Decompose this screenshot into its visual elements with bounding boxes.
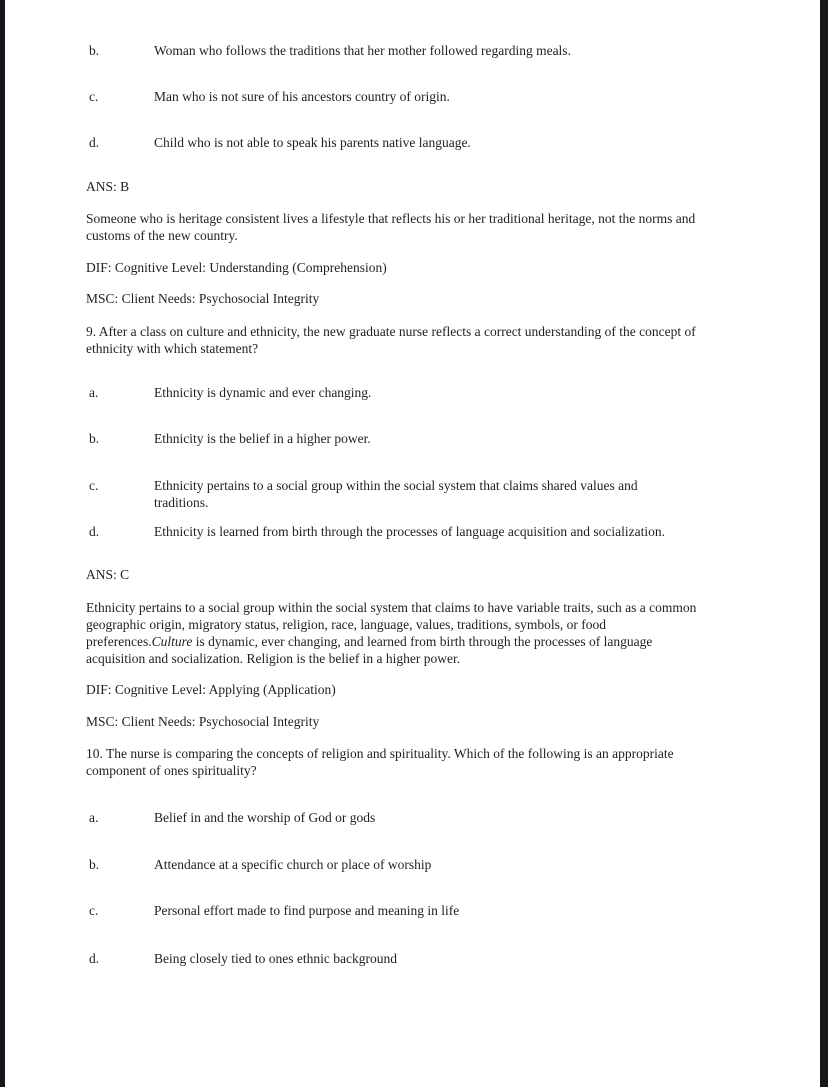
option-label: c. [89, 903, 99, 918]
rationale-line: acquisition and socialization. Religion is the belief in a higher power. [86, 651, 461, 666]
option-label: b. [89, 857, 100, 872]
option-text: Man who is not sure of his ancestors country of origin. [154, 89, 450, 104]
q9-stem [86, 323, 696, 357]
option-text: Belief in and the worship of God or gods [154, 810, 376, 825]
option-text: Woman who follows the traditions that her mother followed regarding meals. [154, 43, 571, 58]
q10-option-b [89, 856, 431, 873]
question-stem-line: 9. After a class on culture and ethnicity, the new graduate nurse reflects a correct understanding of the concept of [86, 324, 696, 339]
rationale-text: preferences. [86, 634, 152, 649]
right-bezel [820, 0, 828, 1087]
q9-option-b [89, 430, 371, 447]
q9-rationale [86, 599, 696, 667]
rationale-line: geographic origin, migratory status, religion, race, language, values, traditions, symbols, or food [86, 617, 607, 632]
document-page [5, 0, 820, 1087]
option-text: Ethnicity is dynamic and ever changing. [154, 385, 372, 400]
option-label: d. [89, 524, 100, 539]
q8-rationale [86, 210, 695, 244]
option-text [154, 477, 638, 511]
rationale-line: customs of the new country. [86, 228, 238, 243]
rationale-text: is dynamic, ever changing, and learned from birth through the processes of language [192, 634, 653, 649]
question-stem-line: component of ones spirituality? [86, 763, 257, 778]
rationale-line [86, 633, 696, 650]
q9-dif: DIF: Cognitive Level: Applying (Application) [86, 682, 336, 697]
option-label: a. [89, 810, 99, 825]
option-text: Ethnicity is learned from birth through the processes of language acquisition and socialization. [154, 524, 665, 539]
q9-msc: MSC: Client Needs: Psychosocial Integrity [86, 714, 320, 729]
q9-answer: ANS: C [86, 567, 130, 582]
q8-option-c [89, 88, 450, 105]
q10-stem [86, 745, 674, 779]
question-stem-line: 10. The nurse is comparing the concepts of religion and spirituality. Which of the following is an appropriate [86, 746, 674, 761]
q10-option-a [89, 809, 375, 826]
option-label: c. [89, 478, 99, 493]
q10-option-d [89, 950, 397, 967]
question-stem-line: ethnicity with which statement? [86, 341, 259, 356]
option-text-line: Ethnicity pertains to a social group within the social system that claims shared values and [154, 478, 638, 493]
q9-option-d [89, 523, 665, 540]
option-text: Being closely tied to ones ethnic background [154, 951, 397, 966]
option-text: Personal effort made to find purpose and meaning in life [154, 903, 460, 918]
rationale-italic-term: Culture [151, 634, 193, 649]
option-text: Attendance at a specific church or place of worship [154, 857, 432, 872]
q10-option-c [89, 902, 459, 919]
option-label: b. [89, 431, 100, 446]
option-label: d. [89, 951, 100, 966]
rationale-line: Someone who is heritage consistent lives a lifestyle that reflects his or her traditional heritage, not the norms and [86, 211, 696, 226]
q9-option-c [89, 477, 638, 511]
q8-dif: DIF: Cognitive Level: Understanding (Comprehension) [86, 260, 387, 275]
option-text: Child who is not able to speak his parents native language. [154, 135, 471, 150]
q8-msc: MSC: Client Needs: Psychosocial Integrity [86, 291, 320, 306]
option-label: c. [89, 89, 99, 104]
rationale-line: Ethnicity pertains to a social group within the social system that claims to have variable traits, such as a common [86, 600, 697, 615]
q8-option-b [89, 42, 571, 59]
option-label: b. [89, 43, 100, 58]
option-label: d. [89, 135, 100, 150]
q8-option-d [89, 134, 471, 151]
option-text-line: traditions. [154, 495, 209, 510]
q9-option-a [89, 384, 371, 401]
option-text: Ethnicity is the belief in a higher power. [154, 431, 371, 446]
q8-answer: ANS: B [86, 179, 130, 194]
option-label: a. [89, 385, 99, 400]
